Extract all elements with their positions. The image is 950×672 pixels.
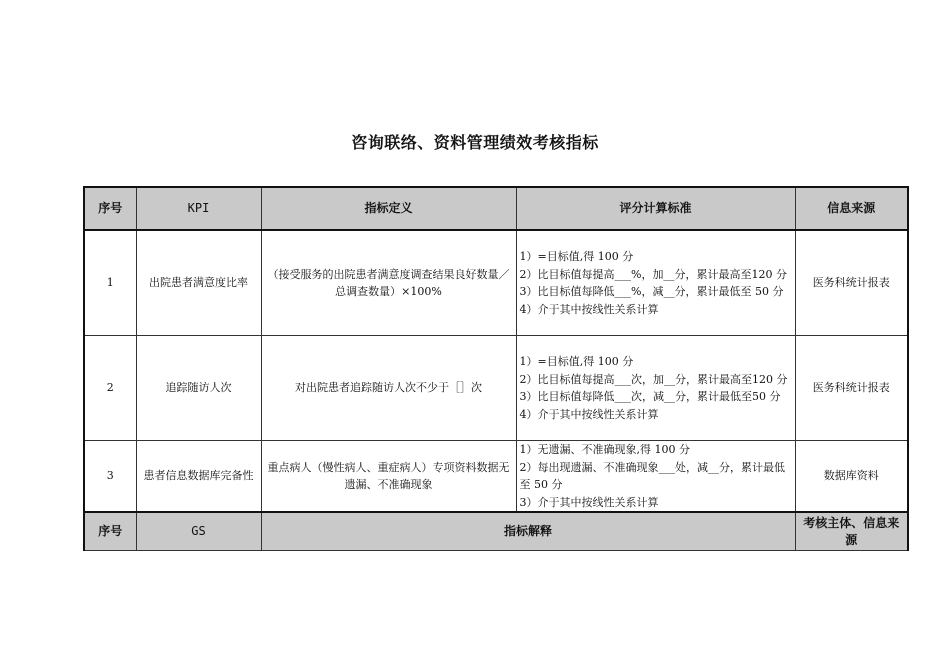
criteria-line: 3）比目标值每降低___次，减__分，累计最低至50 分	[519, 390, 781, 403]
row-definition: （接受服务的出院患者满意度调查结果良好数量／总调查数量）×100%	[261, 230, 516, 336]
row-source: 数据库资料	[795, 441, 908, 513]
criteria-line: 3）介于其中按线性关系计算	[519, 495, 659, 509]
table-row	[84, 230, 908, 336]
criteria-line: 1）=目标值,得 100 分	[519, 355, 634, 368]
row-definition: 对出院患者追踪随访人次不少于［］次	[261, 336, 516, 441]
row-criteria	[516, 230, 795, 336]
criteria-line: 4）介于其中按线性关系计算	[519, 407, 659, 421]
criteria-line: 4）介于其中按线性关系计算	[519, 302, 659, 316]
row-criteria	[516, 336, 795, 441]
criteria-line: 1）无遗漏、不准确现象,得 100 分	[519, 443, 690, 456]
criteria-line: 2）比目标值每提高___%，加__分，累计最高至120 分	[519, 267, 787, 281]
gs-header-explanation: 指标解释	[261, 512, 795, 551]
gs-header-gs: GS	[136, 512, 261, 551]
row-definition: 重点病人（慢性病人、重症病人）专项资料数据无遗漏、不准确现象	[261, 441, 516, 513]
header-criteria: 评分计算标准	[516, 187, 795, 230]
table-row	[84, 441, 908, 513]
criteria-line: 2）每出现遗漏、不准确现象___处，减__分，累计最低至 50 分	[519, 460, 785, 491]
header-no: 序号	[84, 187, 136, 230]
row-criteria	[516, 441, 795, 513]
document-title: 咨询联络、资料管理绩效考核指标	[351, 133, 599, 152]
row-kpi: 出院患者满意度比率	[136, 230, 261, 336]
header-kpi: KPI	[136, 187, 261, 230]
gs-header-row	[84, 512, 908, 551]
criteria-line: 1）=目标值,得 100 分	[519, 250, 634, 263]
table-row	[84, 336, 908, 441]
header-definition: 指标定义	[261, 187, 516, 230]
kpi-table	[83, 186, 909, 551]
gs-header-source: 考核主体、信息来源	[795, 512, 908, 551]
row-source: 医务科统计报表	[795, 230, 908, 336]
gs-header-no: 序号	[84, 512, 136, 551]
row-no: 1	[84, 230, 136, 336]
row-no: 3	[84, 441, 136, 513]
header-source: 信息来源	[795, 187, 908, 230]
row-kpi: 患者信息数据库完备性	[136, 441, 261, 513]
row-no: 2	[84, 336, 136, 441]
criteria-line: 2）比目标值每提高___次，加__分，累计最高至120 分	[519, 372, 788, 386]
kpi-header-row	[84, 187, 908, 230]
criteria-line: 3）比目标值每降低___%，减__分，累计最低至 50 分	[519, 285, 784, 298]
row-source: 医务科统计报表	[795, 336, 908, 441]
row-kpi: 追踪随访人次	[136, 336, 261, 441]
